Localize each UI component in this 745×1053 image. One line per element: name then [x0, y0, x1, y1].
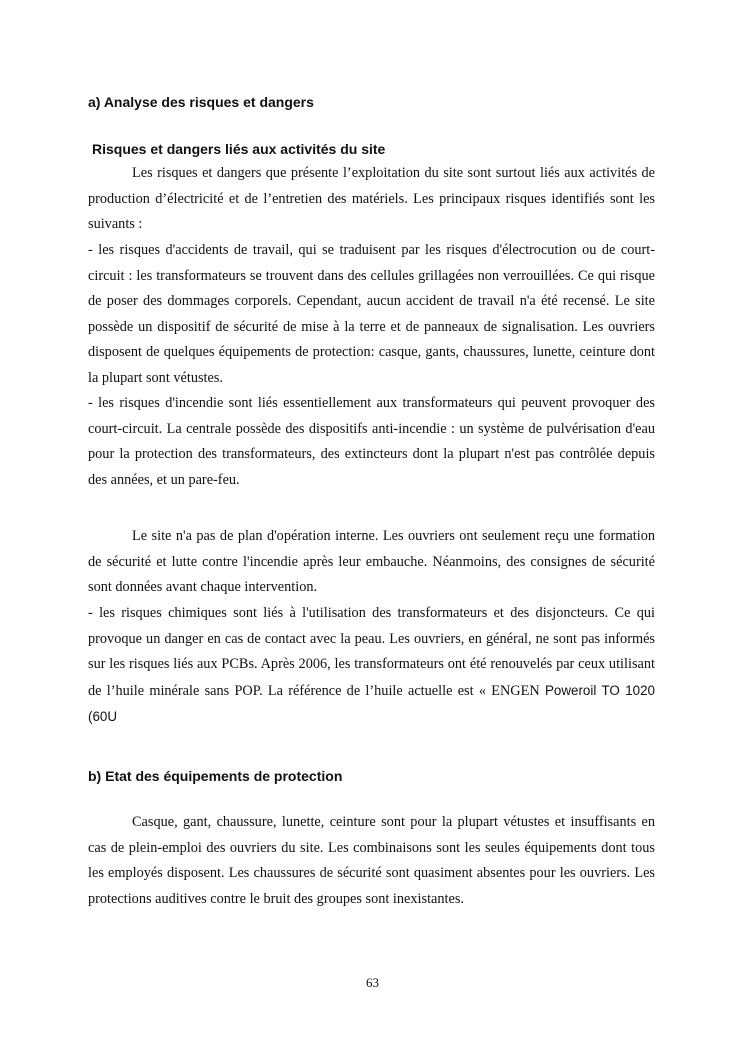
- paragraph-fire-risks: - les risques d'incendie sont liés essentiellement aux transformateurs qui peuvent provoquer des court-circuit. La centrale possède des dispositifs anti-incendie : un système de pulvérisation d'eau pour la protection des transformateurs, des extincteurs dont la plupart n'est pas contrôlée depuis des années, et un pare-feu.: [88, 395, 655, 488]
- paragraph-internal-plan: Le site n'a pas de plan d'opération interne. Les ouvriers ont seulement reçu une formation de sécurité et lutte contre l'incendie après leur embauche. Néanmoins, des consignes de sécurité sont données avant chaque intervention.: [88, 528, 655, 596]
- section-a-subtitle: Risques et dangers liés aux activités du site: [92, 141, 386, 157]
- paragraph-equipment-status: Casque, gant, chaussure, lunette, ceinture sont pour la plupart vétustes et insuffisants en cas de plein-emploi des ouvriers du site. Les combinaisons sont les seules équipements dont tous les employés disposent. Les chaussures de sécurité sont quasiment absentes pour les ouvriers. Les protections auditives contre le bruit des groupes sont inexistantes.: [88, 814, 655, 907]
- section-b-title: b) Etat des équipements de protection: [88, 768, 343, 784]
- oil-reference: Poweroil TO 1020 (60U: [88, 682, 656, 725]
- page-number: 63: [366, 975, 379, 990]
- chemical-risks-text: - les risques chimiques sont liés à l'utilisation des transformateurs et des disjoncteurs. Ce qui provoque un danger en cas de contact avec la peau. Les ouvriers, en général, ne sont pas informés sur les risques liés aux PCBs. Après 2006, les transformateurs ont été renouvelés par ceux utilisant de l’huile minérale sans POP. La référence de l’huile actuelle est « ENGEN: [88, 605, 655, 699]
- section-a-title: a) Analyse des risques et dangers: [88, 94, 314, 110]
- paragraph-intro: Les risques et dangers que présente l’exploitation du site sont surtout liés aux activités de production d’électricité et de l’entretien des matériels. Les principaux risques identifiés sont les suivants :: [88, 165, 655, 233]
- paragraph-work-accidents: - les risques d'accidents de travail, qui se traduisent par les risques d'électrocution ou de court-circuit : les transformateurs se trouvent dans des cellules grillagées non verrouillées. Ce qui risque de poser des dommages corporels. Cependant, aucun accident de travail n'a été recensé. Le site possède un dispositif de sécurité de mise à la terre et de panneaux de signalisation. Les ouvriers disposent de quelques équipements de protection: casque, gants, chaussures, lunette, ceinture dont la plupart sont vétustes.: [88, 242, 655, 386]
- paragraph-chemical-risks: [88, 601, 655, 731]
